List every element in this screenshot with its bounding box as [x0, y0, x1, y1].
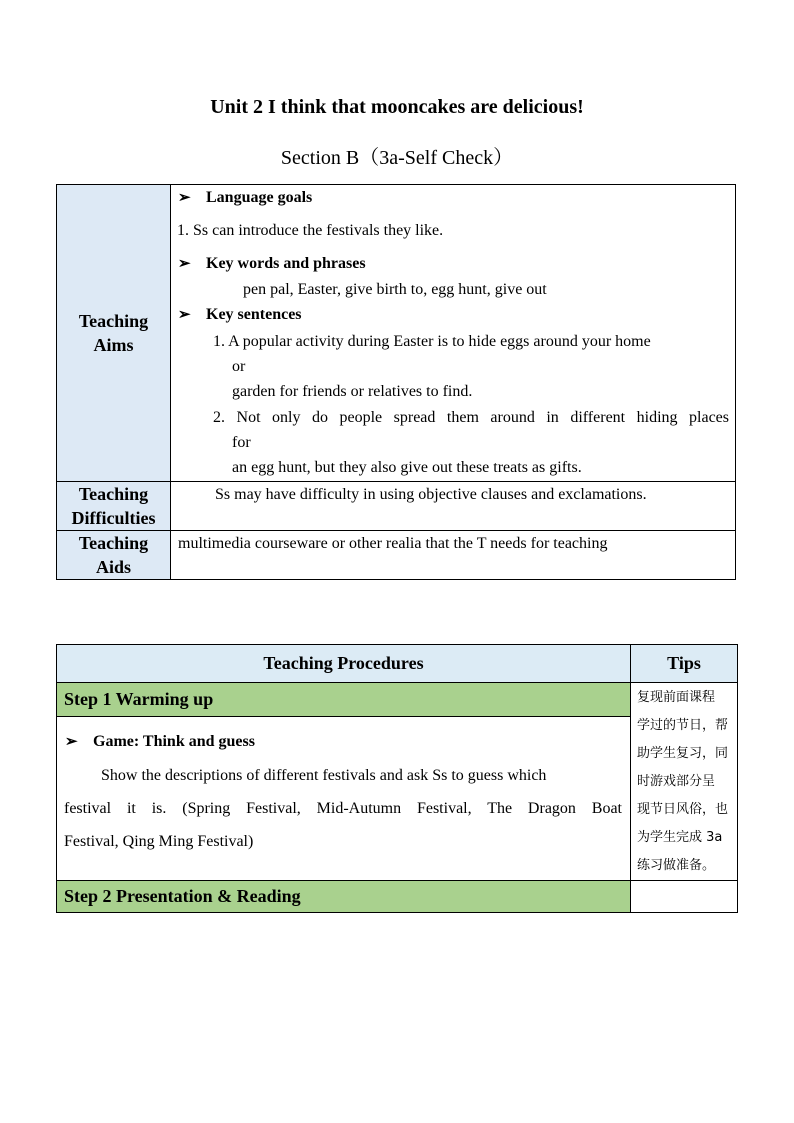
- game-description-cont: Festival, Qing Ming Festival): [64, 833, 254, 851]
- key-sentence-2: 2. Not only do people spread them around in different hiding places: [213, 409, 729, 426]
- aids-text: multimedia courseware or other realia that the T needs for teaching: [178, 535, 608, 552]
- procedures-header: Teaching Procedures: [57, 645, 631, 683]
- label-line: Teaching: [78, 484, 149, 504]
- game-description: Show the descriptions of different festivals and ask Ss to guess which: [101, 767, 547, 785]
- teaching-procedures-table: [56, 644, 738, 913]
- document-title: Unit 2 I think that mooncakes are delicious!: [210, 96, 584, 118]
- language-goal-item: 1. Ss can introduce the festivals they like.: [177, 222, 444, 239]
- tips-line: 学过的节日，帮: [637, 718, 729, 733]
- step-1-title: Step 1 Warming up: [57, 683, 631, 717]
- arrow-bullet-icon: ➢: [178, 190, 191, 206]
- teaching-difficulties-content: [171, 482, 736, 531]
- game-heading: [65, 725, 622, 759]
- tips-line: 助学生复习，同: [637, 746, 729, 761]
- tips-header: Tips: [631, 645, 738, 683]
- step-1-content: [57, 717, 631, 881]
- label-line: Aids: [95, 557, 131, 577]
- tips-content: [631, 683, 738, 881]
- arrow-bullet-icon: ➢: [65, 734, 78, 751]
- heading-text: Language goals: [206, 189, 313, 206]
- heading-text: Game: Think and guess: [93, 733, 255, 751]
- section-subtitle: Section B（3a-Self Check）: [280, 147, 514, 169]
- key-sentences-heading: [178, 302, 729, 328]
- teaching-difficulties-label: [57, 482, 171, 531]
- arrow-bullet-icon: ➢: [178, 307, 191, 323]
- heading-text: Key sentences: [206, 306, 302, 323]
- heading-text: Key words and phrases: [206, 255, 366, 272]
- label-line: Teaching: [78, 533, 149, 553]
- difficulties-text: Ss may have difficulty in using objective clauses and exclamations.: [215, 486, 647, 503]
- step-2-tips: [631, 881, 738, 913]
- step-2-title: Step 2 Presentation & Reading: [57, 881, 631, 913]
- tips-line: 练习做准备。: [637, 858, 716, 873]
- key-sentence-1-cont: garden for friends or relatives to find.: [232, 383, 473, 400]
- label-line: Difficulties: [71, 508, 156, 528]
- label-line: Aims: [93, 335, 134, 355]
- key-words-heading: [178, 251, 729, 277]
- key-sentence-2-cont: an egg hunt, but they also give out these treats as gifts.: [232, 459, 582, 476]
- arrow-bullet-icon: ➢: [178, 256, 191, 272]
- teaching-aims-label: [57, 185, 171, 482]
- key-words-list: pen pal, Easter, give birth to, egg hunt, give out: [243, 281, 547, 298]
- teaching-aids-content: [171, 531, 736, 580]
- key-sentence-1-cont: or: [232, 358, 246, 375]
- tips-line: 现节日风俗，也: [637, 802, 729, 817]
- label-line: Teaching: [78, 311, 149, 331]
- teaching-aims-content: [171, 185, 736, 482]
- key-sentence-1: 1. A popular activity during Easter is to hide eggs around your home: [213, 333, 651, 350]
- key-sentence-2-cont: for: [232, 434, 251, 451]
- teaching-aids-label: [57, 531, 171, 580]
- game-description-cont: festival it is. (Spring Festival, Mid-Autumn Festival, The Dragon Boat: [64, 800, 622, 818]
- tips-line: 时游戏部分呈: [637, 774, 716, 789]
- tips-line: 为学生完成 3a: [637, 830, 723, 845]
- tips-line: 复现前面课程: [637, 690, 716, 705]
- teaching-aims-table: [56, 184, 736, 580]
- language-goals-heading: [178, 185, 729, 211]
